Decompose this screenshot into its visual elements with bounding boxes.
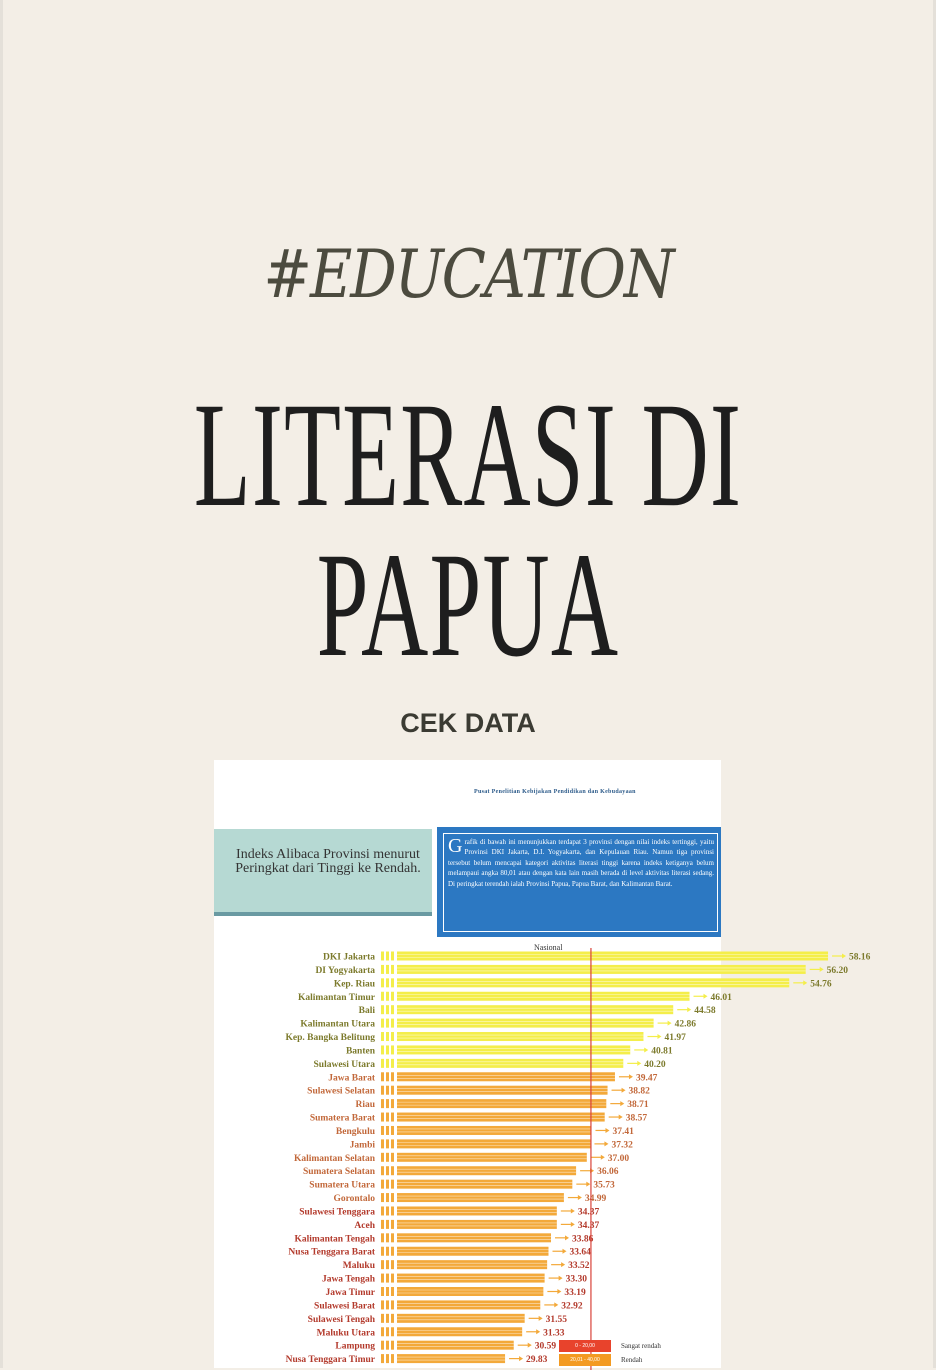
value-arrow-head bbox=[605, 1128, 609, 1133]
value-arrow-head bbox=[565, 1235, 569, 1240]
value-label: 54.76 bbox=[810, 979, 832, 990]
category-label: Bengkulu bbox=[335, 1126, 375, 1137]
legend-swatch-sangat-rendah: 0 - 20,00 bbox=[559, 1340, 611, 1352]
bar-tick bbox=[381, 1220, 384, 1229]
bar-tick bbox=[386, 1354, 389, 1363]
value-label: 38.71 bbox=[627, 1100, 649, 1111]
value-arrow-head bbox=[528, 1343, 532, 1348]
value-label: 39.47 bbox=[635, 1073, 658, 1084]
value-label: 34.99 bbox=[584, 1194, 607, 1205]
bar bbox=[397, 1233, 551, 1242]
value-arrow-head bbox=[601, 1155, 605, 1160]
bar-tick bbox=[391, 1072, 394, 1081]
category-label: Kalimantan Tengah bbox=[294, 1234, 375, 1245]
value-arrow-head bbox=[619, 1115, 623, 1120]
bar-tick bbox=[381, 978, 384, 987]
page-title-line-2: PAPUA bbox=[316, 522, 620, 688]
bar-tick bbox=[381, 1300, 384, 1309]
bar bbox=[397, 1300, 540, 1309]
bar-tick bbox=[391, 1005, 394, 1014]
category-label: Kep. Bangka Belitung bbox=[285, 1033, 375, 1044]
bar-tick bbox=[391, 1045, 394, 1054]
value-arrow-head bbox=[562, 1249, 566, 1254]
hashtag-label: #EDUCATION bbox=[263, 234, 673, 314]
category-label: Sulawesi Selatan bbox=[307, 1086, 375, 1097]
bar-tick bbox=[386, 1206, 389, 1215]
category-label: Sumatera Selatan bbox=[302, 1167, 375, 1178]
bar-tick bbox=[386, 1166, 389, 1175]
bar-tick bbox=[381, 1193, 384, 1202]
category-label: Sumatera Utara bbox=[309, 1180, 375, 1191]
bar-tick bbox=[381, 1126, 384, 1135]
value-arrow-head bbox=[704, 994, 708, 999]
bar-tick bbox=[381, 1153, 384, 1162]
description-dropcap: G bbox=[448, 835, 463, 857]
bar-tick bbox=[381, 1166, 384, 1175]
value-arrow-head bbox=[604, 1141, 608, 1146]
bar-tick bbox=[381, 952, 384, 961]
value-arrow-head bbox=[536, 1329, 540, 1334]
value-label: 33.86 bbox=[572, 1234, 594, 1245]
bar-tick bbox=[391, 1126, 394, 1135]
category-label: Gorontalo bbox=[333, 1194, 375, 1205]
bar bbox=[397, 1005, 673, 1014]
page-title-line-1: LITERASI DI bbox=[193, 372, 743, 538]
category-label: Jawa Barat bbox=[328, 1073, 375, 1084]
bar-tick bbox=[381, 1019, 384, 1028]
legend-label-rendah: Rendah bbox=[621, 1356, 643, 1364]
bar-tick bbox=[391, 1220, 394, 1229]
value-label: 33.30 bbox=[565, 1274, 587, 1285]
bar-tick bbox=[386, 1045, 389, 1054]
value-label: 56.20 bbox=[826, 965, 849, 976]
bar-tick bbox=[386, 1126, 389, 1135]
bar bbox=[397, 978, 789, 987]
value-arrow-head bbox=[519, 1356, 523, 1361]
value-label: 58.16 bbox=[849, 952, 871, 963]
value-arrow-head bbox=[571, 1222, 575, 1227]
bar-tick bbox=[391, 1180, 394, 1189]
bar-tick bbox=[381, 1032, 384, 1041]
bar bbox=[397, 1220, 557, 1229]
bar-tick bbox=[386, 1072, 389, 1081]
description-frame bbox=[443, 833, 718, 932]
bar bbox=[397, 1019, 654, 1028]
bar-tick bbox=[391, 1032, 394, 1041]
bar-tick bbox=[386, 1180, 389, 1189]
value-label: 33.19 bbox=[564, 1288, 586, 1298]
bar-tick bbox=[386, 1113, 389, 1122]
bar-tick bbox=[391, 1300, 394, 1309]
bar-tick bbox=[381, 1260, 384, 1269]
category-label: Kalimantan Timur bbox=[298, 992, 375, 1003]
bar bbox=[397, 1126, 591, 1135]
bar bbox=[397, 1153, 587, 1162]
bar-tick bbox=[386, 992, 389, 1001]
bar-tick bbox=[386, 1086, 389, 1095]
value-label: 37.32 bbox=[611, 1140, 633, 1151]
heading-stripe bbox=[214, 912, 432, 916]
category-label: Jawa Tengah bbox=[321, 1274, 375, 1285]
category-label: Banten bbox=[345, 1046, 375, 1057]
bar-tick bbox=[391, 1287, 394, 1296]
value-arrow-head bbox=[644, 1047, 648, 1052]
value-label: 30.59 bbox=[534, 1341, 557, 1352]
description-body: rafik di bawah ini menunjukkan terdapat 3 provinsi dengan nilai indeks tertinggi, yaitu Provinsi DKI Jakarta, D.I. Yogyakarta, dan Kepulauan Riau. Namun tiga provinsi tersebut belum mencapai kategori aktivitas literasi tinggi karena indeks ketiganya belum melampaui angka 80,01 atau dengan kata lain masih berada di level aktivitas literasi sedang. Di peringkat terendah ialah Provinsi Papua, Papua Barat, dan Kalimantan Barat. bbox=[448, 838, 714, 888]
category-label: Kep. Riau bbox=[333, 979, 375, 990]
category-label: Riau bbox=[355, 1100, 375, 1111]
bar-tick bbox=[391, 992, 394, 1001]
bar-tick bbox=[391, 1247, 394, 1256]
category-label: Sulawesi Tenggara bbox=[299, 1207, 375, 1218]
value-label: 37.41 bbox=[612, 1126, 634, 1137]
left-edge-strip bbox=[0, 0, 3, 1368]
bar-tick bbox=[391, 952, 394, 961]
bar-tick bbox=[386, 1153, 389, 1162]
bar-tick bbox=[386, 1260, 389, 1269]
bar-tick bbox=[381, 1247, 384, 1256]
category-label: Jambi bbox=[349, 1140, 375, 1151]
bar-tick bbox=[386, 1139, 389, 1148]
category-label: DI Yogyakarta bbox=[315, 965, 375, 976]
value-label: 35.73 bbox=[593, 1180, 615, 1191]
bar-tick bbox=[386, 1005, 389, 1014]
bar bbox=[397, 1166, 576, 1175]
bar-tick bbox=[391, 1166, 394, 1175]
bar-tick bbox=[391, 1233, 394, 1242]
bar bbox=[397, 1274, 545, 1283]
category-label: Aceh bbox=[354, 1220, 375, 1231]
bar-tick bbox=[391, 1260, 394, 1269]
bar bbox=[397, 1341, 514, 1350]
bar-tick bbox=[381, 1341, 384, 1350]
bar-tick bbox=[386, 1019, 389, 1028]
bar bbox=[397, 1354, 505, 1363]
value-arrow-head bbox=[586, 1182, 590, 1187]
bar bbox=[397, 1099, 606, 1108]
value-label: 33.64 bbox=[569, 1247, 591, 1258]
bar bbox=[397, 1180, 572, 1189]
bar-tick bbox=[381, 992, 384, 1001]
bar-tick bbox=[391, 1314, 394, 1323]
value-arrow-head bbox=[820, 967, 824, 972]
bar-tick bbox=[386, 1059, 389, 1068]
category-label: Sulawesi Tengah bbox=[307, 1314, 375, 1325]
bar bbox=[397, 1193, 564, 1202]
bar bbox=[397, 1247, 548, 1256]
bar-tick bbox=[381, 1327, 384, 1336]
bar-tick bbox=[386, 1032, 389, 1041]
bar-tick bbox=[391, 1019, 394, 1028]
bar bbox=[397, 1086, 608, 1095]
category-label: Jawa Timur bbox=[325, 1288, 375, 1298]
bar-tick bbox=[381, 1072, 384, 1081]
value-label: 32.92 bbox=[561, 1301, 583, 1312]
category-label: Sulawesi Barat bbox=[314, 1301, 375, 1312]
bar-tick bbox=[391, 965, 394, 974]
value-label: 40.81 bbox=[651, 1046, 673, 1057]
category-label: Sumatera Barat bbox=[309, 1113, 375, 1124]
value-arrow-head bbox=[668, 1021, 672, 1026]
value-label: 44.58 bbox=[694, 1006, 716, 1017]
document-image bbox=[214, 760, 871, 1368]
bar-tick bbox=[386, 1300, 389, 1309]
bar-tick bbox=[381, 1274, 384, 1283]
value-label: 41.97 bbox=[664, 1033, 686, 1044]
bar bbox=[397, 1072, 615, 1081]
bar-tick bbox=[381, 1099, 384, 1108]
bar-tick bbox=[391, 1113, 394, 1122]
bar bbox=[397, 1314, 525, 1323]
value-arrow-head bbox=[637, 1061, 641, 1066]
value-arrow-head bbox=[803, 980, 807, 985]
bar-tick bbox=[391, 1327, 394, 1336]
value-arrow-head bbox=[557, 1289, 561, 1294]
bar-tick bbox=[381, 1086, 384, 1095]
bar bbox=[397, 1287, 543, 1296]
bar bbox=[397, 992, 690, 1001]
value-arrow-head bbox=[657, 1034, 661, 1039]
bar-tick bbox=[381, 1314, 384, 1323]
bar-tick bbox=[391, 1139, 394, 1148]
bar-tick bbox=[386, 1193, 389, 1202]
bar-tick bbox=[391, 1153, 394, 1162]
bar bbox=[397, 952, 828, 961]
bar bbox=[397, 1113, 605, 1122]
value-label: 42.86 bbox=[674, 1019, 696, 1030]
category-label: Bali bbox=[358, 1006, 375, 1017]
bar bbox=[397, 1059, 623, 1068]
legend-swatch-rendah: 20,01 - 40,00 bbox=[559, 1354, 611, 1366]
value-arrow-head bbox=[571, 1208, 575, 1213]
category-label: Nusa Tenggara Timur bbox=[285, 1355, 375, 1366]
bar bbox=[397, 1327, 522, 1336]
document-heading: Indeks Alibaca Provinsi menurut Peringkat dari Tinggi ke Rendah. bbox=[235, 847, 421, 876]
page-subtitle: CEK DATA bbox=[400, 708, 536, 738]
value-arrow-head bbox=[622, 1088, 626, 1093]
bar-tick bbox=[391, 1341, 394, 1350]
bar bbox=[397, 1260, 547, 1269]
value-label: 31.33 bbox=[543, 1328, 565, 1339]
bar-tick bbox=[381, 1005, 384, 1014]
bar-tick bbox=[386, 1341, 389, 1350]
bar bbox=[397, 965, 806, 974]
value-label: 31.55 bbox=[545, 1314, 568, 1325]
bar-tick bbox=[391, 1193, 394, 1202]
bar-tick bbox=[381, 1045, 384, 1054]
bar bbox=[397, 1139, 590, 1148]
bar-tick bbox=[381, 1113, 384, 1122]
value-arrow-head bbox=[578, 1195, 582, 1200]
bar-tick bbox=[386, 1287, 389, 1296]
value-arrow-head bbox=[687, 1007, 691, 1012]
bar-tick bbox=[391, 1059, 394, 1068]
category-label: Nusa Tenggara Barat bbox=[288, 1247, 375, 1258]
value-arrow-head bbox=[620, 1101, 624, 1106]
bar-tick bbox=[386, 1233, 389, 1242]
reference-label: Nasional bbox=[534, 943, 563, 952]
description-box bbox=[437, 827, 721, 937]
bar-tick bbox=[386, 1220, 389, 1229]
bar-tick bbox=[381, 965, 384, 974]
value-label: 46.01 bbox=[710, 992, 732, 1003]
chart-legend bbox=[559, 1338, 709, 1368]
category-label: Maluku bbox=[342, 1261, 375, 1272]
document-header: Pusat Penelitian Kebijakan Pendidikan dan Kebudayaan bbox=[474, 789, 636, 795]
value-label: 36.06 bbox=[597, 1167, 619, 1178]
value-arrow-head bbox=[561, 1262, 565, 1267]
bar-tick bbox=[386, 965, 389, 974]
value-arrow-head bbox=[842, 954, 846, 959]
bar-tick bbox=[381, 1180, 384, 1189]
value-arrow-head bbox=[629, 1074, 633, 1079]
bar-tick bbox=[381, 1354, 384, 1363]
bar-tick bbox=[391, 978, 394, 987]
category-label: Maluku Utara bbox=[316, 1328, 375, 1339]
value-arrow-head bbox=[554, 1302, 558, 1307]
legend-item-rendah bbox=[559, 1354, 709, 1366]
bar bbox=[397, 1032, 643, 1041]
value-label: 38.82 bbox=[628, 1086, 650, 1097]
bar-tick bbox=[381, 1206, 384, 1215]
bar-tick bbox=[386, 952, 389, 961]
bar-tick bbox=[381, 1287, 384, 1296]
bar-tick bbox=[391, 1099, 394, 1108]
category-label: Lampung bbox=[335, 1341, 375, 1352]
bar-tick bbox=[386, 1247, 389, 1256]
value-label: 33.52 bbox=[568, 1261, 590, 1272]
value-arrow-head bbox=[559, 1276, 563, 1281]
value-label: 29.83 bbox=[526, 1355, 548, 1366]
bar-tick bbox=[386, 978, 389, 987]
bar-tick bbox=[386, 1314, 389, 1323]
bar-tick bbox=[391, 1354, 394, 1363]
bar-tick bbox=[391, 1274, 394, 1283]
bar-tick bbox=[391, 1086, 394, 1095]
bar bbox=[397, 1206, 557, 1215]
value-label: 38.57 bbox=[625, 1113, 648, 1124]
legend-label-sangat-rendah: Sangat rendah bbox=[621, 1342, 661, 1350]
bar-tick bbox=[386, 1099, 389, 1108]
bar-tick bbox=[381, 1233, 384, 1242]
category-label: Kalimantan Utara bbox=[300, 1019, 375, 1030]
bar-chart bbox=[214, 940, 871, 1370]
category-label: DKI Jakarta bbox=[323, 952, 375, 963]
value-arrow-head bbox=[539, 1316, 543, 1321]
description-text bbox=[448, 837, 714, 889]
bar-tick bbox=[391, 1206, 394, 1215]
value-label: 34.37 bbox=[577, 1207, 600, 1218]
value-label: 34.37 bbox=[577, 1220, 600, 1231]
value-label: 37.00 bbox=[607, 1153, 630, 1164]
legend-item-sangat-rendah bbox=[559, 1340, 709, 1352]
value-label: 40.20 bbox=[644, 1059, 666, 1070]
bar-tick bbox=[381, 1059, 384, 1068]
category-label: Kalimantan Selatan bbox=[293, 1153, 375, 1164]
bar-tick bbox=[386, 1327, 389, 1336]
category-label: Sulawesi Utara bbox=[313, 1059, 375, 1070]
heading-band bbox=[214, 829, 432, 912]
bar bbox=[397, 1045, 630, 1054]
bar-tick bbox=[386, 1274, 389, 1283]
bar-tick bbox=[381, 1139, 384, 1148]
